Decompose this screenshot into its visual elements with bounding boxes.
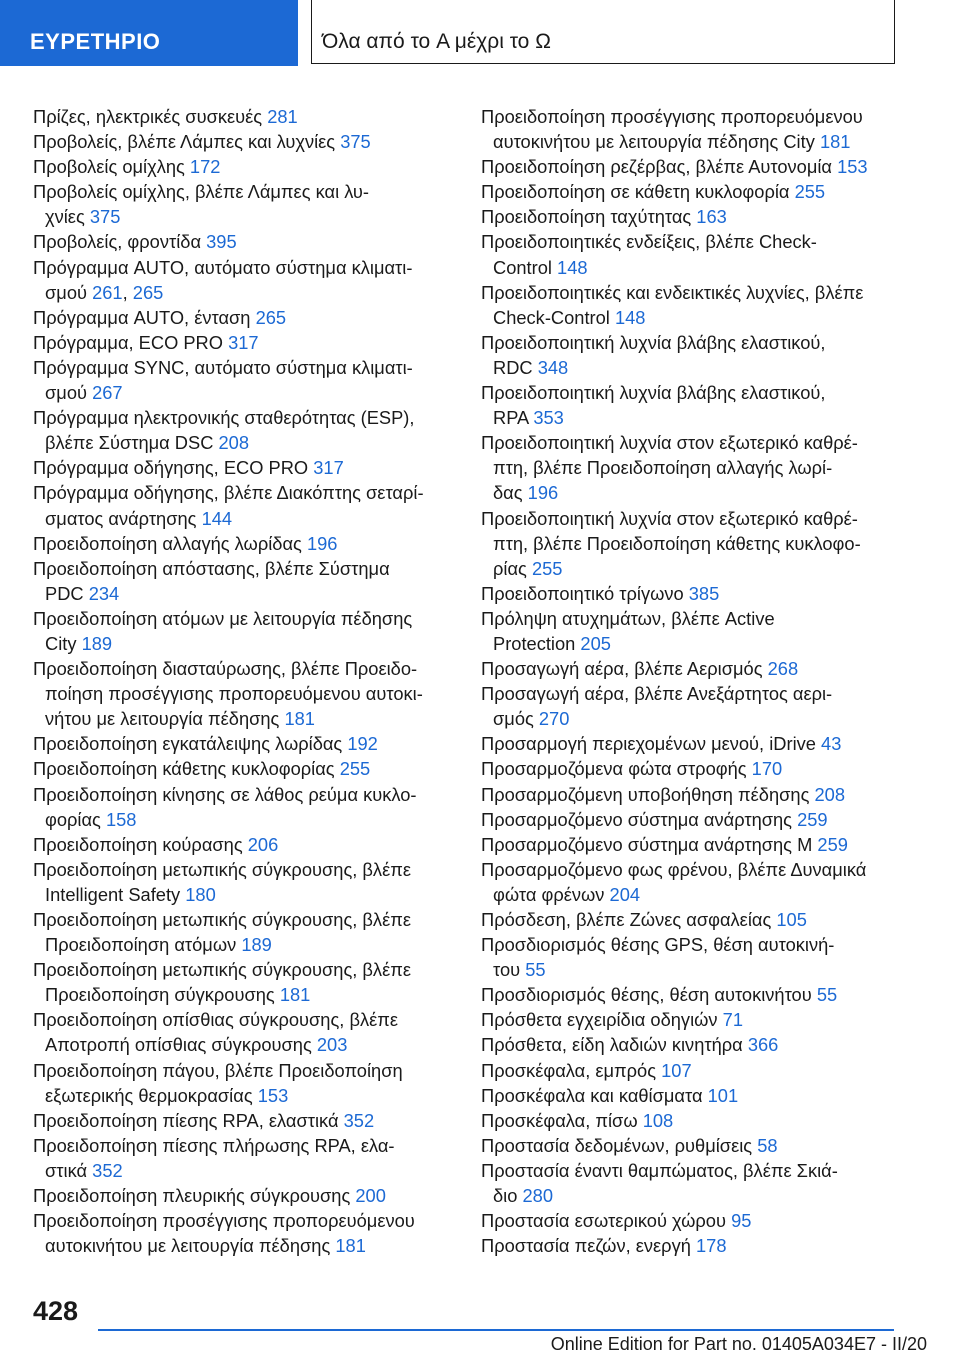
page-link[interactable]: 95 [731, 1210, 752, 1232]
index-entry [481, 731, 901, 756]
page-link[interactable]: 101 [707, 1084, 739, 1106]
page-link[interactable]: 170 [751, 758, 783, 780]
page-link[interactable]: 395 [206, 231, 237, 253]
index-entry-text: Πρόγραμμα SYNC, αυτόματο σύστημα κλιματι- σμού [33, 356, 413, 404]
page-link[interactable]: 204 [609, 883, 641, 905]
index-entry-text: Προειδοποίηση μετωπικής σύγκρουσης, βλέπε Intelligent Safety [33, 858, 411, 905]
index-entry-text: Προειδοποίηση ρεζέρβας, βλέπε Αυτονομία [481, 156, 832, 178]
page-link[interactable]: 280 [522, 1185, 554, 1207]
index-entry [481, 1133, 901, 1158]
index-entry-text: Προειδοποίηση πίεσης RPA, ελαστικά [33, 1109, 339, 1131]
index-entry [481, 104, 901, 154]
page-link[interactable]: 172 [189, 156, 221, 178]
page-link[interactable]: 270 [538, 708, 570, 730]
page-link[interactable]: 189 [241, 934, 272, 956]
index-entry [481, 581, 901, 606]
index-entry-text: Προσκέφαλα και καθίσματα [481, 1084, 703, 1106]
index-entry [33, 1133, 453, 1183]
index-entry [481, 1108, 901, 1133]
page-link[interactable]: 205 [580, 632, 611, 654]
page-link[interactable]: 352 [343, 1109, 375, 1131]
index-column-left [33, 104, 453, 1258]
page-link[interactable]: 255 [339, 758, 371, 780]
page-link[interactable]: 259 [817, 833, 848, 855]
index-entry-text: Προσδιορισμός θέσης, θέση αυτοκινήτου [481, 984, 812, 1006]
index-entry [33, 229, 453, 254]
page-link[interactable]: 55 [816, 984, 838, 1006]
index-entry-text: Πρόγραμμα οδήγησης, ECO PRO [33, 457, 309, 479]
page-link[interactable]: 268 [767, 658, 799, 680]
page-link[interactable]: 189 [81, 632, 113, 654]
index-entry [481, 1083, 901, 1108]
footer-divider [98, 1329, 894, 1331]
index-entry [33, 104, 453, 129]
page-link[interactable]: 375 [340, 131, 371, 153]
index-entry-text: Προσαρμοζόμενο σύστημα ανάρτησης [481, 808, 792, 830]
index-entry [33, 907, 453, 957]
page-link[interactable]: 71 [722, 1009, 743, 1031]
index-entry-text: Προειδοποίηση διασταύρωσης, βλέπε Προειδο- ποίηση προσέγγισης προπορευόμενου αυτοκι- νήτου με λειτουργία πέδησης [33, 658, 423, 730]
index-entry [33, 832, 453, 857]
index-entry-text: Προσδιορισμός θέσης GPS, θέση αυτοκινή- του [481, 934, 835, 981]
index-entry-text: Προειδοποίηση πάγου, βλέπε Προειδοποίηση εξωτερικής θερμοκρασίας [33, 1059, 403, 1106]
index-entry [33, 782, 453, 832]
index-entry [33, 1208, 453, 1258]
index-entry-text: Προειδοποίηση ταχύτητας [481, 206, 692, 228]
index-entry [481, 681, 901, 731]
page-link[interactable]: 180 [185, 883, 216, 905]
page-link[interactable]: 196 [527, 482, 559, 504]
index-entry-text: Προειδοποίηση οπίσθιας σύγκρουσης, βλέπε Αποτροπή οπίσθιας σύγκρουσης [33, 1009, 399, 1056]
page-link[interactable]: 192 [347, 733, 378, 755]
page-link[interactable]: 317 [228, 331, 259, 353]
index-entry-text: Προειδοποίηση προσέγγισης προπορευόμενου αυτοκινήτου με λειτουργία πέδησης City [481, 106, 863, 153]
index-entry-text: Προειδοποίηση εγκατάλειψης λωρίδας [33, 733, 343, 755]
page-link[interactable]: 163 [696, 206, 727, 228]
page-link[interactable]: 144 [201, 507, 233, 529]
index-entry [33, 606, 453, 656]
page-link[interactable]: 206 [247, 833, 279, 855]
index-entry [481, 907, 901, 932]
index-entry-text: Προβολείς, βλέπε Λάμπες και λυχνίες [33, 131, 336, 153]
index-entry-text: Προειδοποίηση μετωπικής σύγκρουσης, βλέπε Προειδοποίηση σύγκρουσης [33, 959, 411, 1006]
index-entry [481, 330, 901, 380]
index-entry-text: Προσαρμοζόμενη υποβοήθηση πέδησης [481, 783, 810, 805]
index-entry [33, 154, 453, 179]
index-entry [481, 932, 901, 982]
index-entry-text: Προστασία πεζών, ενεργή [481, 1235, 691, 1257]
index-entry-text: Προειδοποιητικές και ενδεικτικές λυχνίες, βλέπε Check-Control [481, 281, 864, 328]
index-entry-text: Προειδοποίηση απόστασης, βλέπε Σύστημα PDC [33, 557, 390, 604]
page-link[interactable]: 348 [537, 356, 569, 378]
page-link[interactable]: 265 [255, 306, 287, 328]
index-entry [481, 430, 901, 505]
page-link[interactable]: 55 [525, 959, 546, 981]
index-entry [33, 731, 453, 756]
index-entry-text: Προσαρμοζόμενο σύστημα ανάρτησης M [481, 833, 813, 855]
page-link[interactable]: 181 [335, 1235, 366, 1257]
index-entry [33, 480, 453, 530]
index-entry [481, 154, 901, 179]
page-link[interactable]: 105 [776, 909, 807, 930]
page-link[interactable]: 153 [257, 1084, 289, 1106]
index-entry-text: Προειδοποίηση μετωπικής σύγκρουσης, βλέπε Προειδοποίηση ατόμων [33, 909, 411, 956]
index-entry [33, 305, 453, 330]
index-entry [481, 1158, 901, 1208]
page-link[interactable]: 43 [821, 733, 842, 755]
page-link[interactable]: 234 [88, 582, 120, 604]
index-entry [33, 556, 453, 606]
index-entry [481, 1032, 901, 1057]
index-entry [33, 1058, 453, 1108]
index-entry [481, 982, 901, 1007]
page-link[interactable]: 385 [688, 582, 720, 604]
index-entry-text: Προειδοποιητικές ενδείξεις, βλέπε Check- Control [481, 231, 817, 278]
index-entry-text: Πρίζες, ηλεκτρικές συσκευές [33, 106, 263, 127]
index-entry [481, 832, 901, 857]
page-link[interactable]: 196 [306, 532, 338, 554]
index-entry-text: Προειδοποιητική λυχνία βλάβης ελαστικού, RDC [481, 331, 826, 378]
index-entry [481, 380, 901, 430]
index-entry [33, 656, 453, 731]
index-entry [481, 179, 901, 204]
index-entry-text: Πρόγραμμα AUTO, ένταση [33, 306, 251, 328]
index-entry-text: Πρόγραμμα, ECO PRO [33, 331, 223, 353]
page-link[interactable]: 267 [92, 382, 123, 404]
page-link[interactable]: 58 [757, 1134, 778, 1156]
index-entry-text: Πρόσθετα, είδη λαδιών κινητήρα [481, 1034, 743, 1056]
index-entry-text: Προειδοποίηση αλλαγής λωρίδας [33, 532, 302, 554]
index-entry [481, 857, 901, 907]
index-entry-text: Προειδοποίηση πλευρικής σύγκρουσης [33, 1185, 351, 1207]
page-link[interactable]: 200 [355, 1185, 386, 1207]
index-entry-text: Προειδοποίηση ατόμων με λειτουργία πέδησης City [33, 607, 413, 654]
page-link[interactable]: 108 [642, 1109, 674, 1131]
page-link[interactable]: 261 [92, 281, 123, 303]
index-entry [481, 1058, 901, 1083]
index-entry [481, 807, 901, 832]
index-entry-text: Προβολείς ομίχλης, βλέπε Λάμπες και λυ- χνίες [33, 181, 369, 228]
index-entry [481, 280, 901, 330]
index-entry [481, 229, 901, 279]
page-link[interactable]: 353 [533, 407, 564, 429]
index-entry [33, 531, 453, 556]
index-entry-text: Προστασία εσωτερικού χώρου [481, 1210, 726, 1232]
index-entry-text: Προειδοποίηση κούρασης [33, 833, 243, 855]
index-entry-text: Προειδοποιητική λυχνία βλάβης ελαστικού, RPA [481, 382, 826, 429]
page-link[interactable]: 366 [747, 1034, 779, 1056]
index-entry [33, 1007, 453, 1057]
index-entry-text: Προβολείς, φροντίδα [33, 231, 202, 253]
index-entry [33, 330, 453, 355]
index-entry [481, 782, 901, 807]
index-entry [33, 857, 453, 907]
index-entry-text: Προειδοποίηση κάθετης κυκλοφορίας [33, 758, 335, 780]
page-link[interactable]: 203 [316, 1034, 348, 1056]
index-entry [33, 405, 453, 455]
index-entry-text: Πρόληψη ατυχημάτων, βλέπε Active Protection [481, 607, 775, 654]
page-header [0, 0, 960, 66]
page-link[interactable]: 317 [313, 457, 344, 479]
page-link[interactable]: 265 [132, 281, 164, 303]
index-entry [481, 1007, 901, 1032]
page-link[interactable]: 148 [557, 256, 588, 278]
index-entry-text: Προειδοποίηση σε κάθετη κυκλοφορία [481, 181, 790, 203]
page-link[interactable]: 259 [797, 808, 828, 830]
index-entry [481, 606, 901, 656]
page-link[interactable]: 178 [696, 1235, 727, 1257]
index-entry [33, 179, 453, 229]
index-entry-text: Προσκέφαλα, εμπρός [481, 1059, 657, 1081]
page-link[interactable]: 158 [105, 808, 137, 830]
index-entry-text: Προειδοποιητική λυχνία στον εξωτερικό καθρέ- πτη, βλέπε Προειδοποίηση κάθετης κυκλοφο- ρίας [481, 507, 861, 579]
index-entry-text: Προειδοποίηση προσέγγισης προπορευόμενου αυτοκινήτου με λειτουργία πέδησης [33, 1210, 415, 1257]
index-entry [481, 1233, 901, 1258]
index-entry [33, 455, 453, 480]
index-entry-text: Προσαρμοζόμενο φως φρένου, βλέπε Δυναμικά φώτα φρένων [481, 858, 867, 905]
index-entry [481, 1208, 901, 1233]
page-link[interactable]: 148 [614, 306, 646, 328]
page-link[interactable]: 153 [837, 156, 868, 178]
index-entry-text: Πρόγραμμα οδήγησης, βλέπε Διακόπτης σεταρί- σματος ανάρτησης [33, 482, 424, 529]
page-link[interactable]: 281 [267, 106, 298, 127]
index-entry-text: Πρόγραμμα AUTO, αυτόματο σύστημα κλιματι- σμού [33, 256, 413, 303]
index-column-right [481, 104, 901, 1258]
index-entry [33, 957, 453, 1007]
index-entry-text: Προβολείς ομίχλης [33, 156, 185, 178]
page-link[interactable]: 181 [279, 984, 311, 1006]
index-entry [481, 756, 901, 781]
index-entry [481, 656, 901, 681]
index-entry-text: Πρόσθετα εγχειρίδια οδηγιών [481, 1009, 718, 1031]
index-subtitle: Όλα από το A μέχρι το Ω [311, 0, 895, 64]
page-link[interactable]: 208 [814, 783, 846, 805]
page-link[interactable]: 352 [92, 1159, 123, 1181]
index-entry [33, 1183, 453, 1208]
page-link[interactable]: 181 [819, 131, 851, 153]
index-entry [481, 204, 901, 229]
index-entry-text: Πρόσδεση, βλέπε Ζώνες ασφαλείας [481, 909, 772, 930]
page-link[interactable]: 107 [661, 1059, 692, 1081]
index-entry-text: Προσκέφαλα, πίσω [481, 1109, 638, 1131]
index-entry-text: Προειδοποίηση κίνησης σε λάθος ρεύμα κυκλο- φορίας [33, 783, 417, 830]
index-entry-text: Προσαγωγή αέρα, βλέπε Ανεξάρτητος αερι- σμός [481, 683, 833, 730]
index-entry: Πρόγραμμα AUTO, αυτόματο σύστημα κλιματι- σμού 261, 265 [33, 256, 413, 303]
index-entry-text: Προειδοποιητική λυχνία στον εξωτερικό καθρέ- πτη, βλέπε Προειδοποίηση αλλαγής λωρί- δας [481, 432, 858, 504]
index-entry [481, 506, 901, 581]
page-link[interactable]: 255 [794, 181, 826, 203]
index-entry [33, 129, 453, 154]
index-tab[interactable]: ΕΥΡΕΤΗΡΙΟ [0, 0, 298, 66]
page-number: 428 [33, 1296, 79, 1326]
index-entry [33, 756, 453, 781]
page-link[interactable]: 255 [531, 557, 563, 579]
index-entry-text: Προσαγωγή αέρα, βλέπε Αερισμός [481, 658, 763, 680]
footer-edition: Online Edition for Part no. 01405A034E7 - II/20 [550, 1334, 927, 1354]
index-entry [33, 1108, 453, 1133]
index-entry-text: Πρόγραμμα ηλεκτρονικής σταθερότητας (ESP), βλέπε Σύστημα DSC [33, 407, 415, 454]
index-entry-text: Προειδοποιητικό τρίγωνο [481, 582, 684, 604]
index-entry-text: Προσαρμοζόμενα φώτα στροφής [481, 758, 747, 780]
page-link[interactable]: 181 [284, 708, 315, 730]
index-entry-text: Προστασία έναντι θαμπώματος, βλέπε Σκιά- διο [481, 1159, 838, 1207]
index-entry-text: Προστασία δεδομένων, ρυθμίσεις [481, 1134, 753, 1156]
index-entry-text: Προειδοποίηση πίεσης πλήρωσης RPA, ελα- στικά [33, 1134, 395, 1181]
page-link[interactable]: 375 [89, 206, 121, 228]
index-entry-text: Προσαρμογή περιεχομένων μενού, iDrive [481, 733, 816, 755]
page-link[interactable]: 208 [218, 432, 250, 454]
index-entry [33, 355, 453, 405]
